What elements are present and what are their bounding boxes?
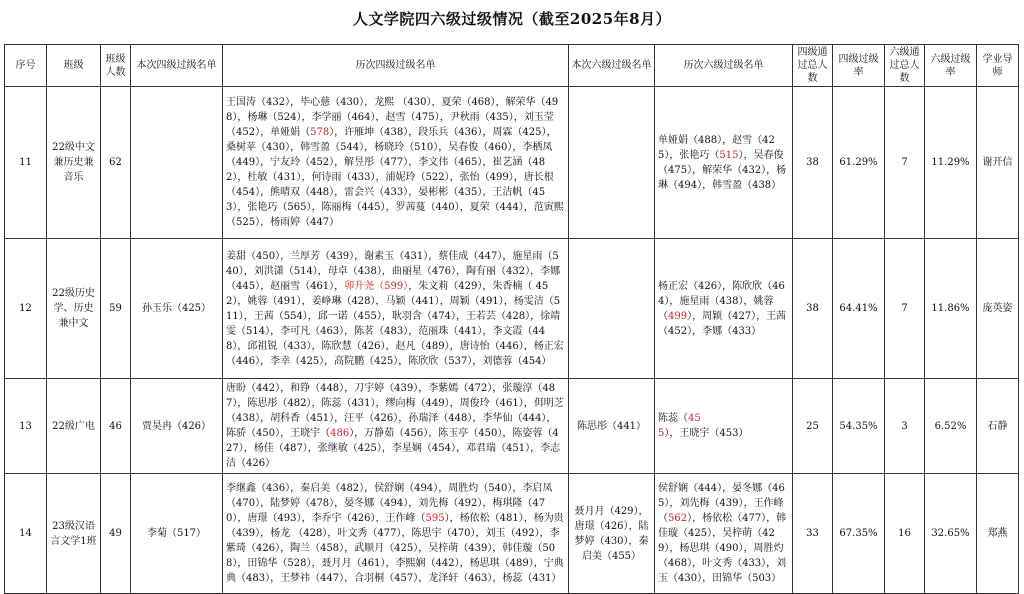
highlighted-score: 562 bbox=[668, 513, 688, 524]
cell-class-size: 49 bbox=[101, 474, 131, 594]
cell-seq: 11 bbox=[5, 87, 47, 239]
cell-class-size: 62 bbox=[101, 87, 131, 239]
table-row bbox=[5, 87, 1019, 239]
cell-mentor: 郑燕 bbox=[977, 474, 1019, 594]
name-list-segment: 姜甜（450），兰厚芳（439），谢素玉（431），蔡佳成（447），施星雨（540），刘洪潇（514），母卓（438），曲丽星（476），陶有丽（432），李娜（445），赵丽雪（461）， bbox=[226, 250, 561, 292]
name-list-segment: 李继鑫（436），秦启美（482），侯舒娴（494），周胜灼（540），李启凤（470），陆梦婷（478），晏冬娜（494），刘先梅（492），梅琪隆（470），唐璟（493），李乔宇（426），王作峰（ bbox=[226, 483, 553, 524]
cell-cet4-rate: 64.41% bbox=[833, 239, 885, 379]
name-list-segment: 单娅娟（488），赵雪（425），张艳巧（ bbox=[658, 134, 775, 161]
cell-cet4-total: 38 bbox=[793, 87, 833, 239]
cell-class: 22级历史学、历史兼中文 bbox=[47, 239, 101, 379]
header-cet4-history: 历次四级过级名单 bbox=[223, 45, 569, 87]
cell-class: 22级广电 bbox=[47, 379, 101, 474]
cell-class: 23级汉语言文学1班 bbox=[47, 474, 101, 594]
name-list-segment: ），吴春俊（475），解荣华（432），杨琳（494），韩雪盈（438） bbox=[658, 149, 787, 191]
cell-cet4-rate: 54.35% bbox=[833, 379, 885, 474]
name-list-segment: 王国涛（432），毕心慈（430），龙熙 （430），夏荣（468），解荣华（498），杨琳（524），李学丽（464），赵雪（475），尹秋雨（435），刘玉莹（452），单娅娟（ bbox=[226, 97, 559, 138]
name-list-segment: ，朱文莉（429），朱香楠（ 452），姚蓉（491），姜峥琳（428），马颖（441），周颖（491），杨雯洁（511），王茜（554），邱一诺（455），耿羽含（474），王若芸（428），徐靖雯（514），李可凡（463），陈茗（483），范丽珠（441），李文霞（448），邱祖锐（433），陈欣慧（426），赵凡（489），唐诗怡（446），杨正宏（446），李幸（425），高院鹏（425），陈欣欣（537），刘德蓉（454） bbox=[226, 280, 564, 367]
cell-class-size: 46 bbox=[101, 379, 131, 474]
highlighted-score: 499 bbox=[668, 310, 688, 322]
cell-cet6-total: 7 bbox=[885, 87, 925, 239]
name-list-segment: 侯舒娴（444），晏冬娜（465），刘先梅（439），王作峰（ bbox=[658, 483, 785, 524]
header-class: 班级 bbox=[47, 45, 101, 87]
cell-mentor: 石静 bbox=[977, 379, 1019, 474]
name-list-segment: 陈蕊（ bbox=[658, 413, 688, 424]
cell-cet4-history bbox=[223, 239, 569, 379]
header-seq: 序号 bbox=[5, 45, 47, 87]
cell-cet6-history bbox=[655, 379, 793, 474]
cell-cet4-this bbox=[131, 87, 223, 239]
cell-cet4-history bbox=[223, 474, 569, 594]
cell-cet4-rate: 61.29% bbox=[833, 87, 885, 239]
name-list-segment: 唐盼（442），和铮（448），刀宇婷（439），李紫嫣（472），张璇淳（487），陈思彤（482），陈蕊（431），缪向梅（449），周俊玲（461），佴明芝（438），胡科香（451），汪平（426），孙瑞泽（448），李华仙（444），陈骄（450），王晓宇（ bbox=[226, 383, 564, 439]
cell-cet6-total: 16 bbox=[885, 474, 925, 594]
cell-seq: 12 bbox=[5, 239, 47, 379]
pass-rate-table bbox=[4, 44, 1019, 594]
cell-cet6-total: 7 bbox=[885, 239, 925, 379]
highlighted-score: 486 bbox=[330, 428, 350, 439]
cell-cet6-this bbox=[569, 87, 655, 239]
header-cet6-rate: 六级过级率 bbox=[925, 45, 977, 87]
cell-cet6-history bbox=[655, 87, 793, 239]
cell-cet4-total: 38 bbox=[793, 239, 833, 379]
name-list-segment: ），王晓宇（453） bbox=[664, 428, 749, 439]
cell-cet6-this: 聂月月（429），唐璟（426），陆梦婷（430），秦启美（455） bbox=[569, 474, 655, 594]
header-class-size: 班级人数 bbox=[101, 45, 131, 87]
cell-seq: 14 bbox=[5, 474, 47, 594]
page-title: 人文学院四六级过级情况（截至2025年8月） bbox=[352, 10, 672, 28]
cell-cet6-rate: 11.29% bbox=[925, 87, 977, 239]
cell-cet4-this: 贾昊冉（426） bbox=[131, 379, 223, 474]
header-cet4-this: 本次四级过级名单 bbox=[131, 45, 223, 87]
highlighted-score: 578 bbox=[310, 127, 330, 138]
header-cet4-rate: 四级过级率 bbox=[833, 45, 885, 87]
cell-cet6-rate: 6.52% bbox=[925, 379, 977, 474]
table-row bbox=[5, 239, 1019, 379]
name-list-segment: ），万静茹（456），陈玉亭（450），陈姿蓉（427），杨佳（487），张继敏（425），李星娴（454），邓君瑞（451），李志洁（426） bbox=[226, 428, 561, 469]
cell-cet4-history bbox=[223, 87, 569, 239]
highlighted-score: 515 bbox=[719, 149, 739, 161]
cell-cet6-this: 陈思彤（441） bbox=[569, 379, 655, 474]
cell-cet4-total: 25 bbox=[793, 379, 833, 474]
header-cet6-history: 历次六级过级名单 bbox=[655, 45, 793, 87]
cell-seq: 13 bbox=[5, 379, 47, 474]
cell-cet4-this: 孙玉乐（425） bbox=[131, 239, 223, 379]
header-cet4-total: 四级通过总人数 bbox=[793, 45, 833, 87]
cell-cet6-total: 3 bbox=[885, 379, 925, 474]
cell-class: 22级中文兼历史兼音乐 bbox=[47, 87, 101, 239]
name-list-segment: ），杨依松（481），杨为贵（439），杨龙 （428），叶文秀（477），陈思宇（470），刘玉（492），李紫琦（426），陶兰（458），武顺月（425），吴梓萌（439），韩佳璇（508），田锦华（528），聂月月（461），李熙娴（442），杨思琪（489），宁典典（483），王梦祎（447），合羽桐（457），龙泽轩（463），杨蕊（431） bbox=[226, 513, 564, 584]
cell-cet4-history bbox=[223, 379, 569, 474]
header-cet6-this: 本次六级过级名单 bbox=[569, 45, 655, 87]
header-mentor: 学业导师 bbox=[977, 45, 1019, 87]
header-cet6-total: 六级通过总人数 bbox=[885, 45, 925, 87]
name-list-segment: 杨正宏（426），陈欣欣（464），施星雨（438），姚蓉 （ bbox=[658, 280, 785, 322]
name-list-segment: ），许雁坤（438），段乐兵（436），周霖（425），桑树苹（430），韩雪盈（544），杨晓玲（510），吴春俊（460），李栖凤（449），宁友玲（452），解昱彤（477），李文伟（465），崔艺涵（482），杜敏（431），何诗雨（433），浦妮玲（522），张怡（499），唐长根（454），熊晴双（448），雷会兴（433），晏彬彬（435），王洁帆（453），张艳巧（565），陈丽梅（445），罗茜蔓（440），夏荣（444），范寅熙（525），杨雨婷（447） bbox=[226, 127, 564, 228]
cell-cet6-rate: 32.65% bbox=[925, 474, 977, 594]
name-list-segment: ），周颖（427），王茜（452），李娜（433） bbox=[658, 310, 787, 337]
cell-mentor: 谢开信 bbox=[977, 87, 1019, 239]
cell-class-size: 59 bbox=[101, 239, 131, 379]
cell-cet6-this bbox=[569, 239, 655, 379]
highlighted-score: 卯升尧（599） bbox=[344, 280, 409, 292]
cell-cet4-rate: 67.35% bbox=[833, 474, 885, 594]
cell-mentor: 庞英姿 bbox=[977, 239, 1019, 379]
cell-cet6-history bbox=[655, 474, 793, 594]
cell-cet4-total: 33 bbox=[793, 474, 833, 594]
cell-cet4-this: 李菊（517） bbox=[131, 474, 223, 594]
table-row bbox=[5, 474, 1019, 594]
cell-cet6-history bbox=[655, 239, 793, 379]
table-row bbox=[5, 379, 1019, 474]
name-list-segment: ），杨依松（477），韩佳璇（425），吴梓萌（429），杨思琪（490），周胜灼（468），叶文秀（433），刘玉（430），田锦华（503） bbox=[658, 513, 787, 584]
highlighted-score: 595 bbox=[425, 513, 445, 524]
header-row bbox=[5, 45, 1019, 87]
cell-cet6-rate: 11.86% bbox=[925, 239, 977, 379]
highlighted-score: 455 bbox=[658, 413, 701, 439]
